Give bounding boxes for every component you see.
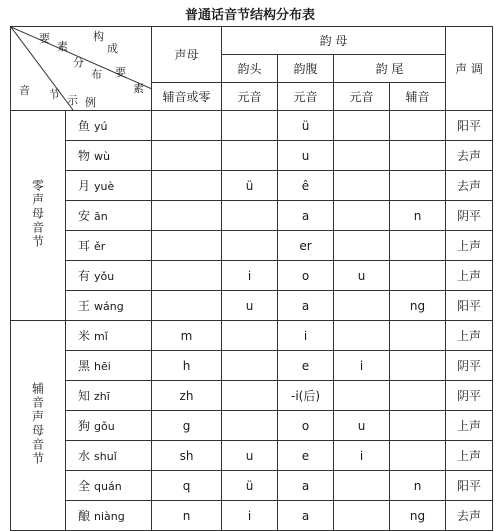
corner-char: 素 — [133, 82, 144, 95]
cell-tone: 上声 — [446, 321, 493, 351]
cell-nucleus: e — [278, 441, 334, 471]
example-pinyin: ěr — [94, 240, 106, 253]
corner-char: 成 — [107, 42, 118, 55]
cell-coda-c: ng — [390, 501, 446, 531]
cell-coda-c — [390, 411, 446, 441]
cell-medial: ü — [222, 471, 278, 501]
cell-nucleus: a — [278, 201, 334, 231]
cell-coda-v — [334, 231, 390, 261]
cell-tone: 上声 — [446, 411, 493, 441]
table-row — [11, 171, 493, 201]
group-label-text: 辅音声母音节 — [30, 382, 45, 466]
example-hanzi: 王 — [78, 299, 91, 313]
cell-nucleus: a — [278, 471, 334, 501]
corner-char: 例 — [85, 96, 96, 109]
example-hanzi: 月 — [78, 179, 91, 193]
cell-coda-c: n — [390, 201, 446, 231]
cell-initial: m — [152, 321, 222, 351]
example-pinyin: yuè — [94, 180, 115, 193]
example-cell — [66, 321, 152, 351]
header-final: 韵 母 — [222, 27, 446, 55]
cell-coda-v — [334, 501, 390, 531]
cell-tone: 上声 — [446, 441, 493, 471]
cell-coda-v: i — [334, 351, 390, 381]
example-cell — [66, 501, 152, 531]
cell-nucleus: o — [278, 411, 334, 441]
corner-char: 分 — [73, 56, 84, 69]
cell-coda-c — [390, 321, 446, 351]
cell-nucleus: u — [278, 141, 334, 171]
cell-nucleus: ü — [278, 111, 334, 141]
cell-tone: 阳平 — [446, 291, 493, 321]
example-pinyin: ān — [94, 210, 108, 223]
cell-coda-c: ng — [390, 291, 446, 321]
cell-coda-v — [334, 201, 390, 231]
cell-coda-c — [390, 381, 446, 411]
cell-coda-v — [334, 381, 390, 411]
syllable-structure-table — [10, 26, 493, 531]
cell-nucleus: -i(后) — [278, 381, 334, 411]
example-pinyin: yú — [94, 120, 108, 133]
cell-medial: u — [222, 291, 278, 321]
header-coda-consonant: 辅音 — [390, 83, 446, 111]
cell-initial — [152, 171, 222, 201]
cell-nucleus: a — [278, 501, 334, 531]
cell-tone: 去声 — [446, 141, 493, 171]
corner-char: 要 — [39, 32, 50, 45]
cell-tone: 阳平 — [446, 111, 493, 141]
cell-medial — [222, 381, 278, 411]
example-pinyin: niàng — [94, 510, 125, 523]
cell-initial — [152, 231, 222, 261]
example-cell — [66, 351, 152, 381]
example-pinyin: wù — [94, 150, 110, 163]
cell-tone: 阳平 — [446, 471, 493, 501]
header-initial: 声母 — [152, 27, 222, 83]
example-hanzi: 水 — [78, 449, 91, 463]
cell-initial: sh — [152, 441, 222, 471]
example-cell — [66, 471, 152, 501]
example-cell — [66, 231, 152, 261]
corner-char: 要 — [115, 66, 126, 79]
cell-initial: n — [152, 501, 222, 531]
example-hanzi: 安 — [78, 209, 91, 223]
table-row — [11, 111, 493, 141]
header-medial: 韵头 — [222, 55, 278, 83]
example-hanzi: 有 — [78, 269, 91, 283]
cell-initial: zh — [152, 381, 222, 411]
header-initial-sub: 辅音或零 — [152, 83, 222, 111]
example-cell — [66, 261, 152, 291]
header-coda: 韵 尾 — [334, 55, 446, 83]
example-pinyin: yǒu — [94, 270, 115, 283]
example-pinyin: shuǐ — [94, 450, 117, 463]
cell-nucleus: a — [278, 291, 334, 321]
cell-coda-v — [334, 141, 390, 171]
cell-medial: i — [222, 261, 278, 291]
example-cell — [66, 141, 152, 171]
example-pinyin: quán — [94, 480, 122, 493]
cell-coda-v — [334, 291, 390, 321]
cell-tone: 去声 — [446, 501, 493, 531]
cell-coda-c — [390, 261, 446, 291]
example-pinyin: mǐ — [94, 330, 108, 343]
cell-coda-c: n — [390, 471, 446, 501]
example-hanzi: 黑 — [78, 359, 91, 373]
cell-coda-v — [334, 111, 390, 141]
header-nucleus-sub: 元音 — [278, 83, 334, 111]
example-hanzi: 耳 — [78, 239, 91, 253]
example-hanzi: 鱼 — [78, 119, 91, 133]
table-row — [11, 291, 493, 321]
table-row — [11, 231, 493, 261]
corner-char: 示 — [67, 94, 78, 107]
table-body — [11, 111, 493, 531]
corner-header-cell — [11, 27, 152, 111]
cell-tone: 上声 — [446, 261, 493, 291]
cell-medial: u — [222, 441, 278, 471]
cell-coda-v — [334, 321, 390, 351]
cell-tone: 阴平 — [446, 201, 493, 231]
cell-nucleus: e — [278, 351, 334, 381]
cell-medial — [222, 141, 278, 171]
cell-medial — [222, 231, 278, 261]
cell-initial: g — [152, 411, 222, 441]
example-hanzi: 狗 — [78, 419, 91, 433]
example-hanzi: 物 — [78, 149, 91, 163]
cell-initial — [152, 111, 222, 141]
cell-tone: 上声 — [446, 231, 493, 261]
cell-coda-v: u — [334, 411, 390, 441]
example-cell — [66, 291, 152, 321]
group-label — [11, 321, 66, 531]
corner-char: 素 — [57, 40, 68, 53]
cell-initial — [152, 261, 222, 291]
table-row — [11, 411, 493, 441]
cell-medial: i — [222, 501, 278, 531]
cell-tone: 去声 — [446, 171, 493, 201]
header-coda-vowel: 元音 — [334, 83, 390, 111]
table-row — [11, 201, 493, 231]
example-hanzi: 知 — [78, 389, 91, 403]
cell-coda-v: u — [334, 261, 390, 291]
example-pinyin: wáng — [94, 300, 124, 313]
table-row — [11, 441, 493, 471]
cell-medial — [222, 201, 278, 231]
cell-coda-v: i — [334, 441, 390, 471]
example-cell — [66, 411, 152, 441]
table-row — [11, 381, 493, 411]
cell-coda-c — [390, 351, 446, 381]
cell-nucleus: ê — [278, 171, 334, 201]
header-tone: 声 调 — [446, 27, 493, 111]
table-row — [11, 261, 493, 291]
group-label-text: 零声母音节 — [30, 179, 45, 249]
example-cell — [66, 201, 152, 231]
table-row — [11, 141, 493, 171]
page-title: 普通话音节结构分布表 — [184, 8, 315, 23]
cell-coda-c — [390, 441, 446, 471]
cell-coda-c — [390, 171, 446, 201]
cell-coda-v — [334, 171, 390, 201]
example-hanzi: 米 — [78, 329, 91, 343]
example-cell — [66, 171, 152, 201]
example-pinyin: hēi — [94, 360, 111, 373]
cell-initial — [152, 291, 222, 321]
table-row — [11, 351, 493, 381]
cell-coda-v — [334, 471, 390, 501]
cell-medial — [222, 351, 278, 381]
example-cell — [66, 441, 152, 471]
group-label — [11, 111, 66, 321]
corner-char: 音 — [19, 84, 30, 97]
cell-medial — [222, 321, 278, 351]
cell-nucleus: er — [278, 231, 334, 261]
cell-nucleus: o — [278, 261, 334, 291]
cell-tone: 阴平 — [446, 381, 493, 411]
cell-initial — [152, 201, 222, 231]
cell-initial — [152, 141, 222, 171]
example-pinyin: zhī — [94, 390, 110, 403]
example-hanzi: 全 — [78, 479, 91, 493]
corner-char: 构 — [93, 30, 104, 43]
header-nucleus: 韵腹 — [278, 55, 334, 83]
cell-initial: q — [152, 471, 222, 501]
example-cell — [66, 381, 152, 411]
cell-nucleus: i — [278, 321, 334, 351]
cell-medial — [222, 411, 278, 441]
cell-coda-c — [390, 111, 446, 141]
example-pinyin: gǒu — [94, 420, 115, 433]
table-row — [11, 471, 493, 501]
corner-char: 节 — [49, 88, 60, 101]
cell-initial: h — [152, 351, 222, 381]
cell-medial: ü — [222, 171, 278, 201]
cell-medial — [222, 111, 278, 141]
cell-coda-c — [390, 141, 446, 171]
example-cell — [66, 111, 152, 141]
example-hanzi: 酿 — [78, 509, 91, 523]
header-medial-sub: 元音 — [222, 83, 278, 111]
cell-coda-c — [390, 231, 446, 261]
table-row — [11, 321, 493, 351]
cell-tone: 阴平 — [446, 351, 493, 381]
table-row — [11, 501, 493, 531]
corner-char: 布 — [91, 68, 102, 81]
